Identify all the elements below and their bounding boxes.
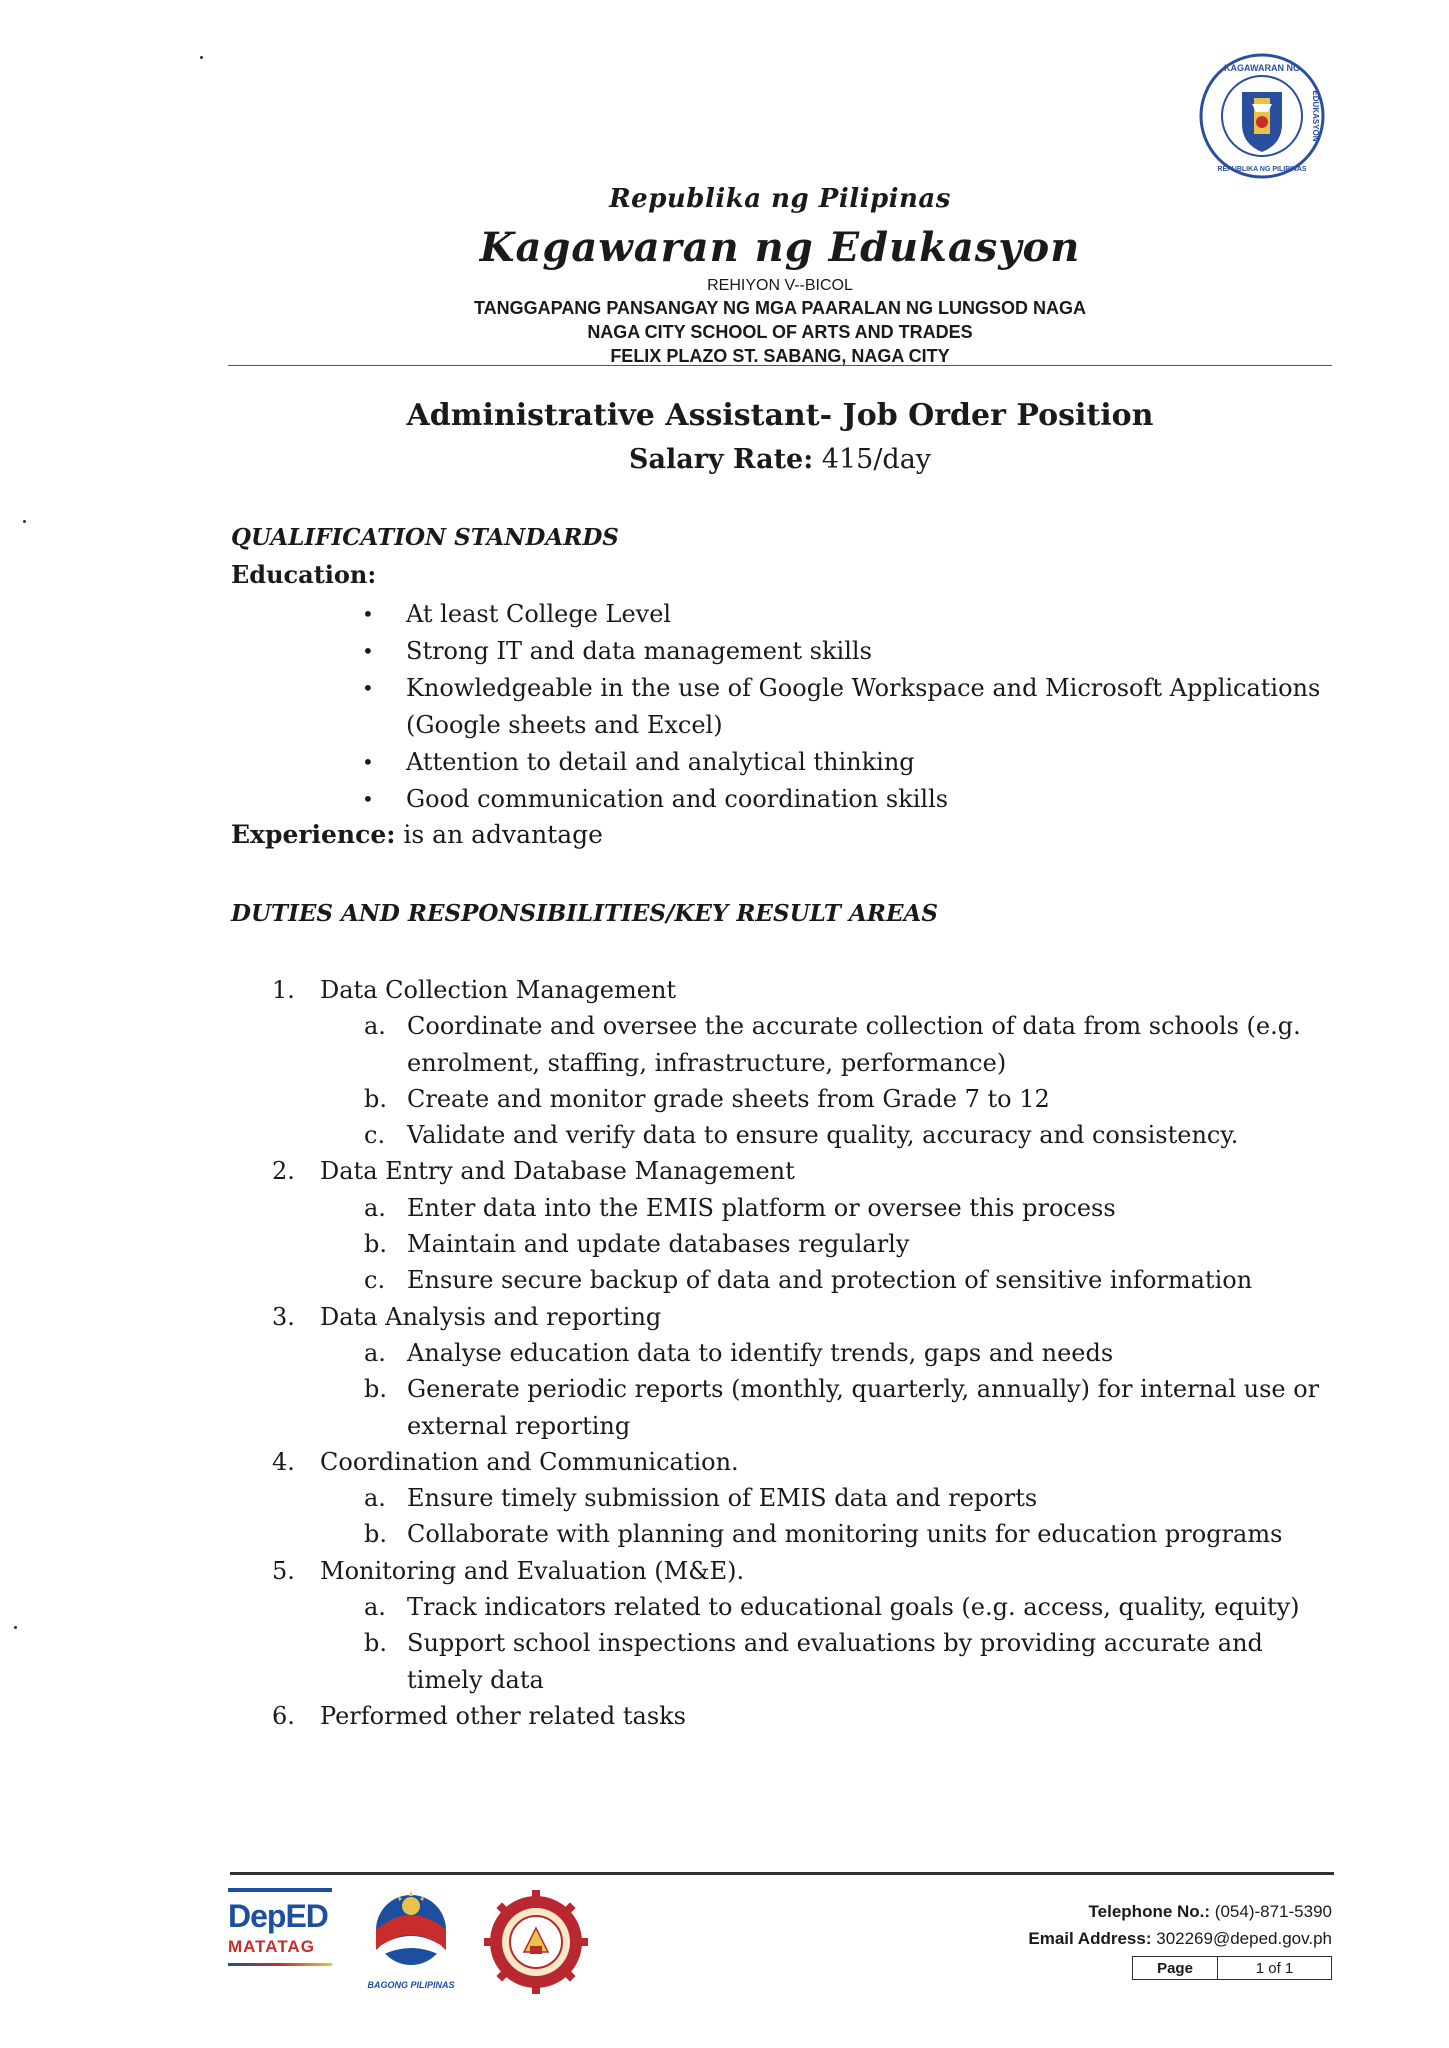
duties-heading: DUTIES AND RESPONSIBILITIES/KEY RESULT AREAS: [231, 900, 938, 927]
school-seal-logo: [484, 1890, 588, 1994]
subitem-text: Ensure timely submission of EMIS data and reports: [407, 1484, 1038, 1513]
scan-speck: [14, 1626, 17, 1629]
duty-text: Coordination and Communication.: [320, 1447, 739, 1476]
list-item: • Good communication and coordination skills: [362, 781, 1322, 818]
subitem-letter: a.: [364, 1012, 386, 1041]
duty-subitem: [272, 1589, 1342, 1625]
qualification-heading: QUALIFICATION STANDARDS: [231, 524, 619, 551]
duty-number: 6.: [272, 1701, 295, 1730]
svg-text:KAGAWARAN NG: KAGAWARAN NG: [1224, 63, 1300, 73]
duty-item: [272, 1299, 1342, 1335]
duty-text: Data Entry and Database Management: [320, 1157, 795, 1186]
subitem-letter: b.: [364, 1084, 387, 1113]
subitem-letter: b.: [364, 1230, 387, 1259]
duty-number: 2.: [272, 1157, 295, 1186]
scan-speck: [23, 520, 26, 523]
subitem-text: Ensure secure backup of data and protection of sensitive information: [407, 1266, 1253, 1295]
experience-line: [231, 820, 603, 849]
duty-item: [272, 1553, 1342, 1589]
bullet-icon: •: [362, 602, 374, 626]
list-item: • Knowledgeable in the use of Google Workspace and Microsoft Applications (Google sheets and Excel): [362, 670, 1322, 744]
list-item: • Attention to detail and analytical thinking: [362, 744, 1322, 781]
region-line: REHIYON V--BICOL: [707, 277, 853, 294]
telephone-value: (054)-871-5390: [1214, 1902, 1332, 1921]
bagong-pilipinas-emblem-icon: [356, 1890, 466, 1976]
subitem-text: Validate and verify data to ensure quality, accuracy and consistency.: [407, 1121, 1239, 1150]
bagong-pilipinas-logo: [356, 1890, 466, 1995]
bullet-icon: •: [362, 787, 374, 811]
duty-subitem: [272, 1516, 1342, 1552]
footer-divider: [230, 1872, 1334, 1875]
republic-line: Republika ng Pilipinas: [609, 184, 951, 214]
page-title: Administrative Assistant- Job Order Position: [406, 398, 1154, 433]
logo-stripe: [228, 1963, 332, 1966]
subitem-letter: a.: [364, 1193, 386, 1222]
duty-item: [272, 972, 1342, 1008]
email-label: Email Address:: [1028, 1929, 1152, 1948]
bagong-logo-text: BAGONG PILIPINAS: [367, 1980, 455, 1990]
division-line: TANGGAPANG PANSANGAY NG MGA PAARALAN NG LUNGSOD NAGA: [473, 298, 1087, 318]
duty-subitem: [272, 1008, 1342, 1081]
duty-subitem: [272, 1081, 1342, 1117]
duty-subitem: [272, 1262, 1342, 1298]
duty-subitem: [272, 1117, 1342, 1153]
duty-subitem: [272, 1371, 1342, 1444]
duty-number: 3.: [272, 1302, 295, 1331]
deped-matatag-logo: [228, 1888, 344, 1988]
duties-list: [272, 972, 1342, 1734]
duty-subitem: [272, 1190, 1342, 1226]
subitem-text: Coordinate and oversee the accurate collection of data from schools (e.g. enrolment, staffing, infrastructure, performance): [407, 1012, 1301, 1077]
scan-speck: [200, 56, 203, 59]
letterhead: [228, 184, 1332, 367]
duty-text: Data Analysis and reporting: [320, 1302, 662, 1331]
subitem-letter: b.: [364, 1520, 387, 1549]
subitem-text: Generate periodic reports (monthly, quarterly, annually) for internal use or external reporting: [407, 1375, 1320, 1440]
salary-value: 415/day: [821, 444, 932, 475]
duty-number: 5.: [272, 1556, 295, 1585]
svg-text:EDUKASYON: EDUKASYON: [1311, 90, 1320, 142]
subitem-text: Create and monitor grade sheets from Grade 7 to 12: [407, 1084, 1050, 1113]
deped-seal-logo: [1198, 52, 1326, 180]
duty-item: [272, 1444, 1342, 1480]
email-value: 302269@deped.gov.ph: [1156, 1929, 1332, 1948]
duty-subitem: [272, 1226, 1342, 1262]
school-name: NAGA CITY SCHOOL OF ARTS AND TRADES: [587, 322, 973, 342]
subitem-text: Track indicators related to educational goals (e.g. access, quality, equity): [407, 1593, 1300, 1622]
svg-text:REPUBLIKA NG PILIPINAS: REPUBLIKA NG PILIPINAS: [1217, 166, 1307, 173]
subitem-letter: a.: [364, 1593, 386, 1622]
duty-number: 1.: [272, 976, 295, 1004]
department-name: Kagawaran ng Edukasyon: [479, 224, 1081, 271]
logo-bar: [228, 1888, 332, 1892]
list-item: • Strong IT and data management skills: [362, 633, 1322, 670]
experience-value: is an advantage: [403, 820, 603, 849]
subitem-letter: b.: [364, 1375, 387, 1404]
duty-text: Performed other related tasks: [320, 1701, 686, 1730]
contact-info: [1028, 1898, 1332, 1952]
duty-subitem: [272, 1480, 1342, 1516]
duty-text: Monitoring and Evaluation (M&E).: [320, 1556, 745, 1585]
page-indicator: [1132, 1956, 1332, 1980]
bullet-icon: •: [362, 676, 374, 700]
subitem-text: Maintain and update databases regularly: [407, 1230, 910, 1259]
subitem-text: Collaborate with planning and monitoring units for education programs: [407, 1520, 1283, 1549]
duty-subitem: [272, 1625, 1342, 1698]
subitem-text: Analyse education data to identify trends, gaps and needs: [407, 1338, 1114, 1367]
subitem-text: Support school inspections and evaluations by providing accurate and timely data: [407, 1629, 1263, 1694]
subitem-letter: a.: [364, 1338, 386, 1367]
telephone-label: Telephone No.:: [1088, 1902, 1211, 1921]
subitem-letter: c.: [364, 1266, 386, 1295]
education-label: Education:: [231, 560, 377, 589]
list-item: • At least College Level: [362, 596, 1322, 633]
school-address: FELIX PLAZO ST. SABANG, NAGA CITY: [610, 346, 950, 366]
duty-item: [272, 1153, 1342, 1189]
header-divider: [228, 365, 1332, 366]
telephone-line: [1028, 1898, 1332, 1925]
subitem-letter: a.: [364, 1484, 386, 1513]
education-list: [362, 596, 1322, 818]
deped-logo-text: DepED: [228, 1898, 328, 1934]
duty-item: [272, 1698, 1342, 1734]
duty-text: Data Collection Management: [320, 976, 677, 1004]
duty-number: 4.: [272, 1447, 295, 1476]
page-value: 1 of 1: [1255, 1959, 1294, 1977]
duty-subitem: [272, 1335, 1342, 1371]
matatag-logo-text: MATATAG: [228, 1937, 315, 1956]
subitem-text: Enter data into the EMIS platform or oversee this process: [407, 1193, 1116, 1222]
salary-label: Salary Rate:: [628, 444, 814, 475]
experience-label: Experience:: [231, 820, 396, 849]
bullet-icon: •: [362, 639, 374, 663]
bullet-icon: •: [362, 750, 374, 774]
salary-rate: [228, 444, 1332, 475]
subitem-letter: c.: [364, 1121, 386, 1150]
email-line: [1028, 1925, 1332, 1952]
subitem-letter: b.: [364, 1629, 387, 1658]
page-label: Page: [1133, 1957, 1218, 1979]
